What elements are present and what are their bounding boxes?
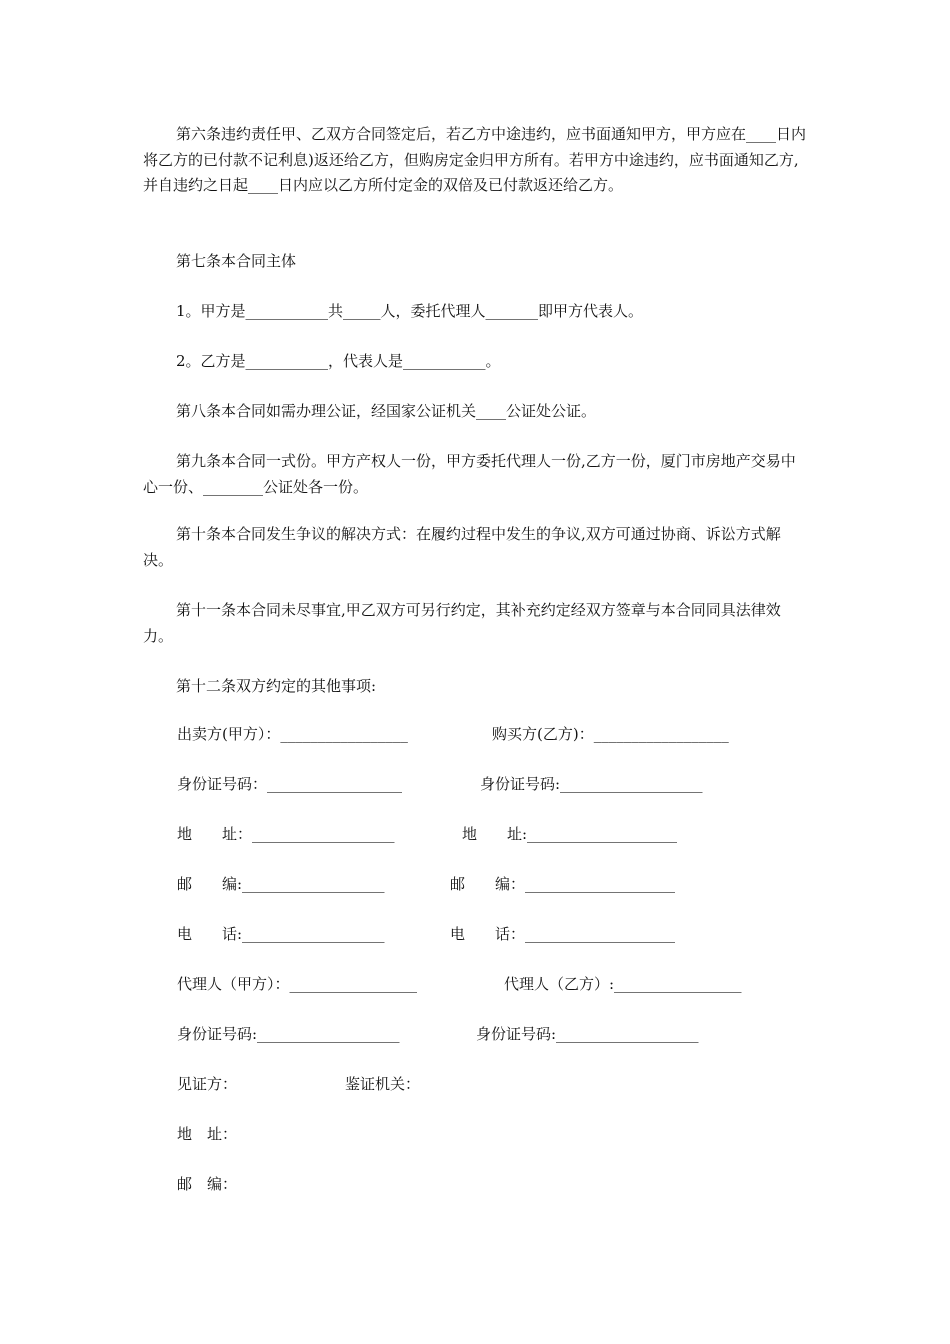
seller-agent-field: 代理人（甲方）：_________________ [177, 975, 418, 993]
buyer-agent-id-field: 身份证号码:___________________ [476, 1025, 699, 1043]
seller-agent-id-field: 身份证号码:___________________ [177, 1025, 400, 1043]
seller-postcode-field: 邮 编:___________________ [177, 875, 385, 893]
article-12-other-matters: 第十二条双方约定的其他事项: [176, 677, 377, 695]
buyer-agent-field: 代理人（乙方）:_________________ [504, 975, 742, 993]
article-10-disputes: 第十条本合同发生争议的解决方式：在履约过程中发生的争议,双方可通过协商、诉讼方式解决。 [143, 525, 781, 569]
buyer-postcode-field: 邮 编：____________________ [450, 875, 676, 893]
article-7-heading: 第七条本合同主体 [176, 252, 297, 270]
article-7-item-1: 1。甲方是___________共_____人，委托代理人_______即甲方代表人。 [176, 302, 644, 320]
seller-id-number-field: 身份证号码：__________________ [177, 775, 403, 793]
seller-phone-field: 电 话:___________________ [177, 925, 385, 943]
article-11-supplement: 第十一条本合同未尽事宜,甲乙双方可另行约定，其补充约定经双方签章与本合同同具法律效力。 [143, 601, 781, 645]
buyer-id-number-field: 身份证号码:___________________ [480, 775, 703, 793]
article-9-copies: 第九条本合同一式份。甲方产权人一份，甲方委托代理人一份,乙方一份，厦门市房地产交易中心一份、________公证处各一份。 [143, 452, 796, 496]
witness-label: 见证方： [177, 1075, 238, 1093]
witness-postcode-label: 邮 编： [177, 1175, 238, 1193]
article-8-notarization: 第八条本合同如需办理公证，经国家公证机关____公证处公证。 [176, 402, 597, 420]
authentication-authority-label: 鉴证机关： [345, 1075, 421, 1093]
buyer-party-field: 购买方(乙方)：__________________ [492, 725, 729, 743]
buyer-phone-field: 电 话：____________________ [450, 925, 676, 943]
buyer-address-field: 地 址:____________________ [462, 825, 678, 843]
witness-address-label: 地 址： [177, 1125, 238, 1143]
seller-address-field: 地 址：___________________ [177, 825, 395, 843]
article-7-item-2: 2。乙方是___________，代表人是___________。 [176, 352, 501, 370]
article-6-breach-liability: 第六条违约责任甲、乙双方合同签定后，若乙方中途违约，应书面通知甲方，甲方应在____日内将乙方的已付款不记利息)返还给乙方，但购房定金归甲方所有。若甲方中途违约，应书面通知乙方,并自违约之日起____日内应以乙方所付定金的双倍及已付款返还给乙方。 [143, 125, 807, 194]
seller-party-field: 出卖方(甲方）：_________________ [177, 725, 408, 743]
